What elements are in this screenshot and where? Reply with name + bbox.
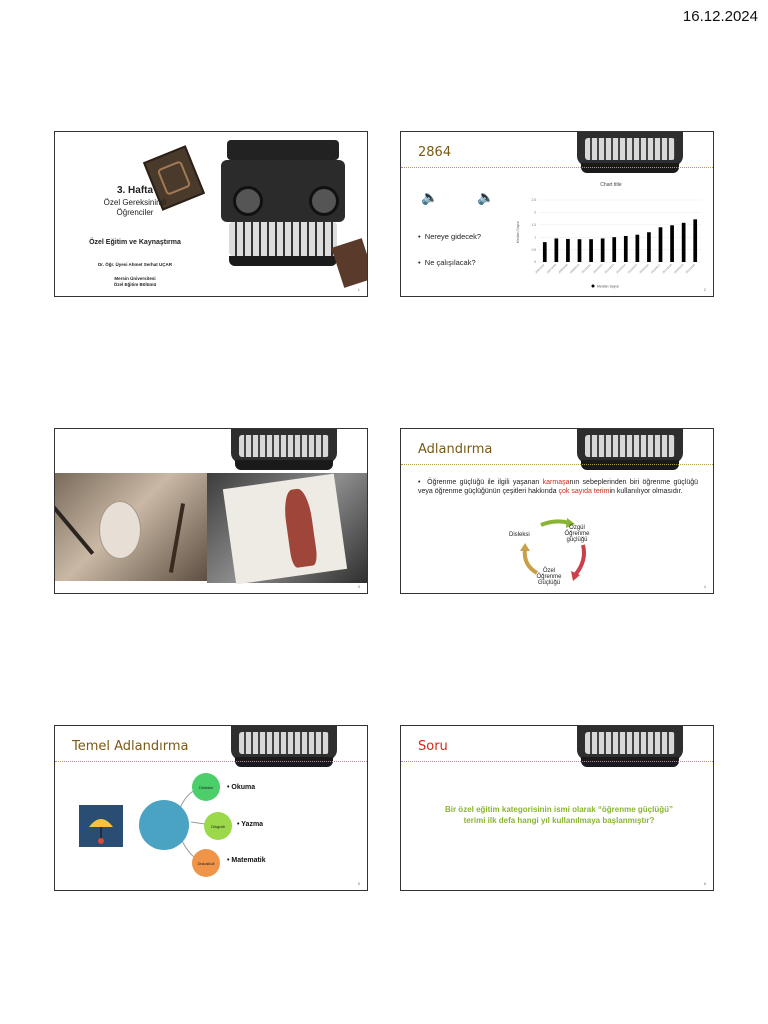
chart-bar — [624, 236, 628, 262]
chart-bar — [589, 239, 593, 262]
slide-6 — [400, 725, 714, 891]
slide-5-title: Temel Adlandırma — [72, 739, 189, 754]
slide-6-title: Soru — [418, 739, 448, 754]
chart-bar — [612, 237, 616, 262]
chart-x-tick: 2010/2011 — [581, 263, 592, 275]
book-illustration-2 — [331, 238, 368, 288]
chart-y-tick: 1 — [534, 235, 536, 240]
typewriter-illustration — [577, 725, 683, 770]
chart-bar — [566, 239, 570, 262]
slide-1-week: 3. Hafta — [116, 185, 154, 196]
chart-x-tick: 2013/2014 — [615, 263, 627, 275]
slide-1-subtitle-2: Öğrenciler — [116, 208, 154, 217]
bar-chart — [513, 178, 709, 292]
chart-y-tick: 0 — [534, 260, 536, 265]
chart-x-tick: 2006/2007 — [534, 263, 546, 275]
chart-x-tick: 2016/2017 — [650, 263, 662, 275]
chart-bar — [543, 242, 547, 262]
chart-x-tick: 2019/2020 — [685, 263, 696, 275]
chart-bar — [578, 239, 582, 262]
title-divider — [401, 167, 713, 168]
slide-1-author: Dr. Öğr. Üyesi Ahmet Serhat UÇAR — [97, 262, 173, 267]
speaker-icon[interactable]: 🔈 — [421, 189, 439, 205]
chart-x-tick: 2015/2016 — [638, 263, 650, 275]
chart-bar — [601, 238, 605, 262]
typewriter-illustration — [577, 428, 683, 473]
slide-2 — [400, 131, 714, 297]
slide-3 — [54, 428, 368, 594]
slide-number: 1 — [357, 287, 360, 292]
title-divider — [401, 761, 713, 762]
chart-x-tick: 2007/2008 — [546, 263, 558, 275]
drawing-photo-portrait — [55, 473, 207, 581]
typewriter-illustration — [231, 725, 337, 770]
chart-x-tick: 2008/2009 — [557, 263, 569, 275]
chart-bar — [659, 227, 663, 262]
chart-x-tick: 2011/2012 — [592, 263, 604, 275]
chart-y-tick: 2.5 — [531, 198, 536, 203]
print-date: 16.12.2024 — [682, 8, 758, 25]
slide-4-paragraph: • Öğrenme güçlüğü ile ilgili yaşanan karmaşanın sebeplerinden biri öğrenme güçlüğü veya öğrenme güçlüğünün çeşitleri hakkında çok sayıda terimin kullanılıyor olmasıdır. — [418, 479, 699, 495]
umbrella-illustration — [79, 805, 123, 847]
legend-label: Median Sayısı — [597, 284, 620, 289]
slide-2-title: 2864 — [418, 145, 452, 160]
drawing-photo-anatomy — [207, 473, 368, 583]
slide-number: 3 — [357, 584, 360, 589]
label-yazma: • Yazma — [237, 821, 264, 828]
chart-bar — [647, 232, 651, 262]
chart-x-tick: 2018/2019 — [673, 263, 685, 275]
slide-number: 4 — [703, 584, 706, 589]
slide-number: 2 — [703, 287, 706, 292]
chart-bar — [555, 238, 559, 262]
slide-1-subtitle-1: Özel Gereksinimli — [103, 198, 167, 207]
circle-disleksi: Disleksi — [192, 773, 220, 801]
slide-number: 6 — [703, 881, 706, 886]
chart-bar — [682, 223, 686, 262]
question-text: Bir özel eğitim kategorisinin ismi olarak “öğrenme güçlüğü” terimi ilk defa hangi yıl kullanılmaya başlanmıştır? — [444, 805, 674, 825]
bullet-item: • Nereye gidecek? — [418, 232, 482, 241]
cycle-item-ozel: Özel Öğrenme Güçlüğü — [536, 568, 562, 586]
speaker-icon[interactable]: 🔈 — [477, 189, 495, 205]
cycle-item-ozgul: Özgül Öğrenme güçlüğü — [564, 525, 590, 543]
chart-x-tick: 2012/2013 — [604, 263, 615, 275]
chart-y-tick: 0.5 — [531, 247, 536, 252]
chart-x-tick: 2014/2015 — [627, 263, 639, 275]
slide-4-title: Adlandırma — [418, 442, 493, 457]
slide-1 — [54, 131, 368, 297]
hub-circle — [139, 800, 189, 850]
slide-1-university: Mersin Üniversitesi — [114, 276, 156, 281]
slide-number: 5 — [357, 881, 360, 886]
chart-x-tick: 2017/2018 — [661, 263, 673, 275]
cycle-item-disleksi: Disleksi — [509, 532, 530, 538]
label-okuma: • Okuma — [227, 784, 256, 791]
title-divider — [55, 761, 367, 762]
chart-y-tick: 2 — [534, 210, 536, 215]
bullet-item: • Ne çalışılacak? — [418, 258, 476, 267]
slide-1-course: Özel Eğitim ve Kaynaştırma — [89, 239, 181, 246]
chart-bar — [636, 235, 640, 262]
circle-disgrafi: Disgrafi — [204, 812, 232, 840]
chart-bar — [693, 219, 697, 262]
circle-diskalkuli: Diskalkuli — [192, 849, 220, 877]
chart-y-label: Median Sayısı — [516, 220, 520, 244]
label-matematik: • Matematik — [227, 857, 266, 864]
chart-bar — [670, 225, 674, 262]
slide-1-department: Özel Eğitim Bölümü — [113, 282, 157, 287]
typewriter-illustration — [231, 428, 337, 473]
chart-x-tick: 2009/2010 — [569, 263, 581, 275]
title-divider — [401, 464, 713, 465]
chart-y-tick: 1.5 — [531, 223, 536, 227]
slide-4 — [400, 428, 714, 594]
slide-5 — [54, 725, 368, 891]
typewriter-illustration — [577, 131, 683, 176]
legend-marker — [592, 285, 595, 288]
chart-title: Chart title — [600, 182, 622, 188]
